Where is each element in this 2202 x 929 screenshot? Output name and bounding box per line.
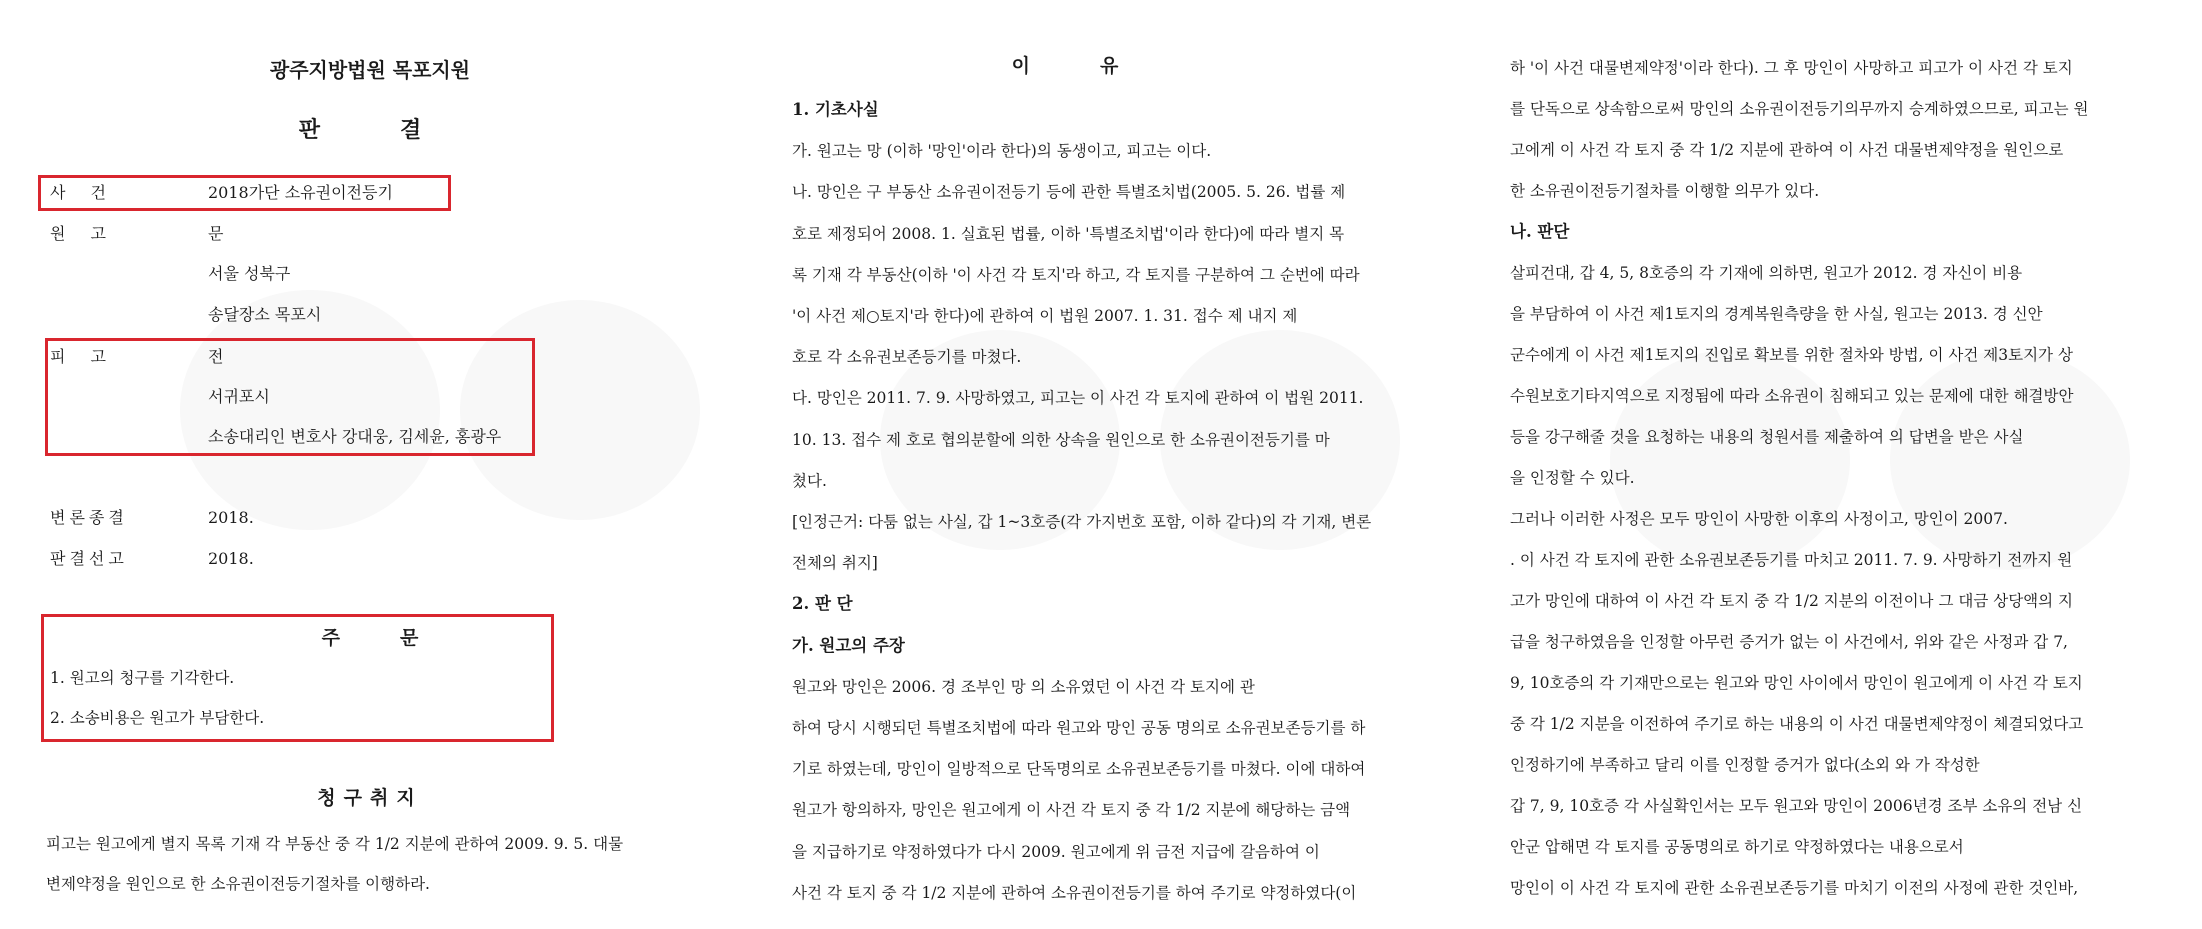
case-value: 2018가단 소유권이전등기: [208, 183, 393, 202]
body-line: 등을 강구해줄 것을 요청하는 내용의 청원서를 제출하여 의 답변을 받은 사실: [1510, 428, 2024, 446]
body-line: 을 인정할 수 있다.: [1510, 469, 1635, 487]
order-title: 주문: [321, 627, 479, 649]
body-line: 갑 7, 9, 10호증 각 사실확인서는 모두 원고와 망인이 2006년경 조부 소유의 전남 신: [1510, 797, 2083, 815]
body-line: 나. 망인은 구 부동산 소유권이전등기 등에 관한 특별조치법(2005. 5. 26. 법률 제: [792, 183, 1346, 202]
section-heading: 가. 원고의 주장: [792, 635, 905, 655]
closing-date-value: 2018.: [208, 508, 254, 527]
ruling-date-value: 2018.: [208, 549, 254, 568]
body-line: 가. 원고는 망 (이하 '망인'이라 한다)의 동생이고, 피고는 이다.: [792, 142, 1212, 161]
judgment-page-2: [760, 0, 1460, 929]
body-line: 록 기재 각 부동산(이하 '이 사건 각 토지'라 하고, 각 토지를 구분하여 그 순번에 따라: [792, 265, 1360, 284]
body-line: 고에게 이 사건 각 토지 중 각 1/2 지분에 관하여 이 사건 대물변제약정을 원인으로: [1510, 141, 2064, 159]
order-item-2: 2. 소송비용은 원고가 부담한다.: [50, 709, 265, 727]
defendant-name: 전: [208, 347, 224, 366]
court-name: 광주지방법원 목포지원: [269, 58, 471, 82]
body-line: 원고와 망인은 2006. 경 조부인 망 의 소유였던 이 사건 각 토지에 관: [792, 677, 1255, 696]
body-line: 망인이 이 사건 각 토지에 관한 소유권보존등기를 마치기 이전의 사정에 관한 것인바,: [1510, 879, 2079, 897]
claim-line-2: 변제약정을 원인으로 한 소유권이전등기절차를 이행하라.: [46, 875, 430, 893]
judgment-page-1: [0, 0, 740, 929]
section-heading: 나. 판단: [1510, 222, 1570, 241]
body-line: 수원보호기타지역으로 지정됨에 따라 소유권이 침해되고 있는 문제에 대한 해결방안: [1510, 387, 2074, 405]
body-line: 전체의 취지]: [792, 554, 878, 573]
body-line: 호로 각 소유권보존등기를 마쳤다.: [792, 348, 1022, 367]
claim-line-1: 피고는 원고에게 별지 목록 기재 각 부동산 중 각 1/2 지분에 관하여 2009. 9. 5. 대물: [46, 835, 624, 853]
body-line: 군수에게 이 사건 제1토지의 진입로 확보를 위한 절차와 방법, 이 사건 제3토지가 상: [1510, 346, 2073, 364]
case-label: 사 건: [50, 183, 116, 202]
body-line: 인정하기에 부족하고 달리 이를 인정할 증거가 없다(소외 와 가 작성한: [1510, 756, 1980, 774]
body-line: 을 부담하여 이 사건 제1토지의 경계복원측량을 한 사실, 원고는 2013. 경 신안: [1510, 305, 2043, 323]
ruling-date-label: 판결선고: [50, 549, 128, 568]
claim-title: 청구취지: [317, 787, 423, 809]
defendant-counsel: 소송대리인 변호사 강대웅, 김세윤, 홍광우: [208, 427, 502, 446]
plaintiff-service-address: 송달장소 목포시: [208, 305, 322, 324]
section-heading: 1. 기초사실: [792, 100, 879, 119]
body-line: 안군 압해면 각 토지를 공동명의로 하기로 약정하였다는 내용으로서: [1510, 838, 1964, 856]
body-line: 하여 당시 시행되던 특별조치법에 따라 원고와 망인 공동 명의로 소유권보존등기를 하: [792, 719, 1366, 737]
body-line: 을 지급하기로 약정하였다가 다시 2009. 원고에게 위 금전 지급에 갈음하여 이: [792, 842, 1320, 861]
defendant-address: 서귀포시: [208, 387, 270, 406]
body-line: . 이 사건 각 토지에 관한 소유권보존등기를 마치고 2011. 7. 9. 사망하기 전까지 원: [1510, 551, 2073, 569]
body-line: 10. 13. 접수 제 호로 협의분할에 의한 상속을 원인으로 한 소유권이전등기를 마: [792, 430, 1330, 449]
body-line: 그러나 이러한 사정은 모두 망인이 사망한 이후의 사정이고, 망인이 2007.: [1510, 510, 2008, 528]
body-line: 다. 망인은 2011. 7. 9. 사망하였고, 피고는 이 사건 각 토지에 관하여 이 법원 2011.: [792, 389, 1364, 408]
body-line: 하 '이 사건 대물변제약정'이라 한다). 그 후 망인이 사망하고 피고가 이 사건 각 토지: [1510, 59, 2073, 77]
document-title: 판결: [298, 117, 502, 143]
watermark-seal: [1890, 350, 2130, 570]
body-line: 사건 각 토지 중 각 1/2 지분에 관하여 소유권이전등기를 하여 주기로 약정하였다(이: [792, 883, 1357, 902]
body-line: 중 각 1/2 지분을 이전하여 주기로 하는 내용의 이 사건 대물변제약정이 체결되었다고: [1510, 715, 2084, 733]
defendant-label: 피 고: [50, 347, 116, 366]
judgment-page-3: [1490, 0, 2202, 929]
plaintiff-label: 원 고: [50, 224, 116, 243]
closing-date-label: 변론종결: [50, 508, 128, 527]
plaintiff-name: 문: [208, 224, 224, 243]
body-line: '이 사건 제○토지'라 한다)에 관하여 이 법원 2007. 1. 31. 접수 제 내지 제: [792, 307, 1298, 325]
body-line: 원고가 항의하자, 망인은 원고에게 이 사건 각 토지 중 각 1/2 지분에 해당하는 금액: [792, 801, 1351, 820]
body-line: 를 단독으로 상속함으로써 망인의 소유권이전등기의무까지 승계하였으므로, 피고는 원: [1510, 100, 2089, 118]
section-heading: 2. 판 단: [792, 594, 853, 614]
body-line: 살피건대, 갑 4, 5, 8호증의 각 기재에 의하면, 원고가 2012. 경 자신이 비용: [1510, 264, 2023, 282]
body-line: [인정근거: 다툼 없는 사실, 갑 1~3호증(각 가지번호 포함, 이하 같다)의 각 기재, 변론: [792, 513, 1372, 531]
plaintiff-address: 서울 성북구: [208, 264, 291, 283]
order-item-1: 1. 원고의 청구를 기각한다.: [50, 669, 235, 687]
watermark-seal: [1610, 350, 1850, 570]
body-line: 한 소유권이전등기절차를 이행할 의무가 있다.: [1510, 182, 1820, 200]
body-line: 기로 하였는데, 망인이 일방적으로 단독명의로 소유권보존등기를 마쳤다. 이에 대하여: [792, 760, 1366, 779]
body-line: 고가 망인에 대하여 이 사건 각 토지 중 각 1/2 지분의 이전이나 그 대금 상당액의 지: [1510, 592, 2074, 610]
reasons-title: 이유: [1011, 55, 1189, 77]
body-line: 호로 제정되어 2008. 1. 실효된 법률, 이하 '특별조치법'이라 한다)에 따라 별지 목: [792, 224, 1345, 243]
body-line: 쳤다.: [792, 471, 827, 490]
body-line: 급을 청구하였음을 인정할 아무런 증거가 없는 이 사건에서, 위와 같은 사정과 갑 7,: [1510, 633, 2068, 651]
body-line: 9, 10호증의 각 기재만으로는 원고와 망인 사이에서 망인이 원고에게 이 사건 각 토지: [1510, 674, 2083, 692]
